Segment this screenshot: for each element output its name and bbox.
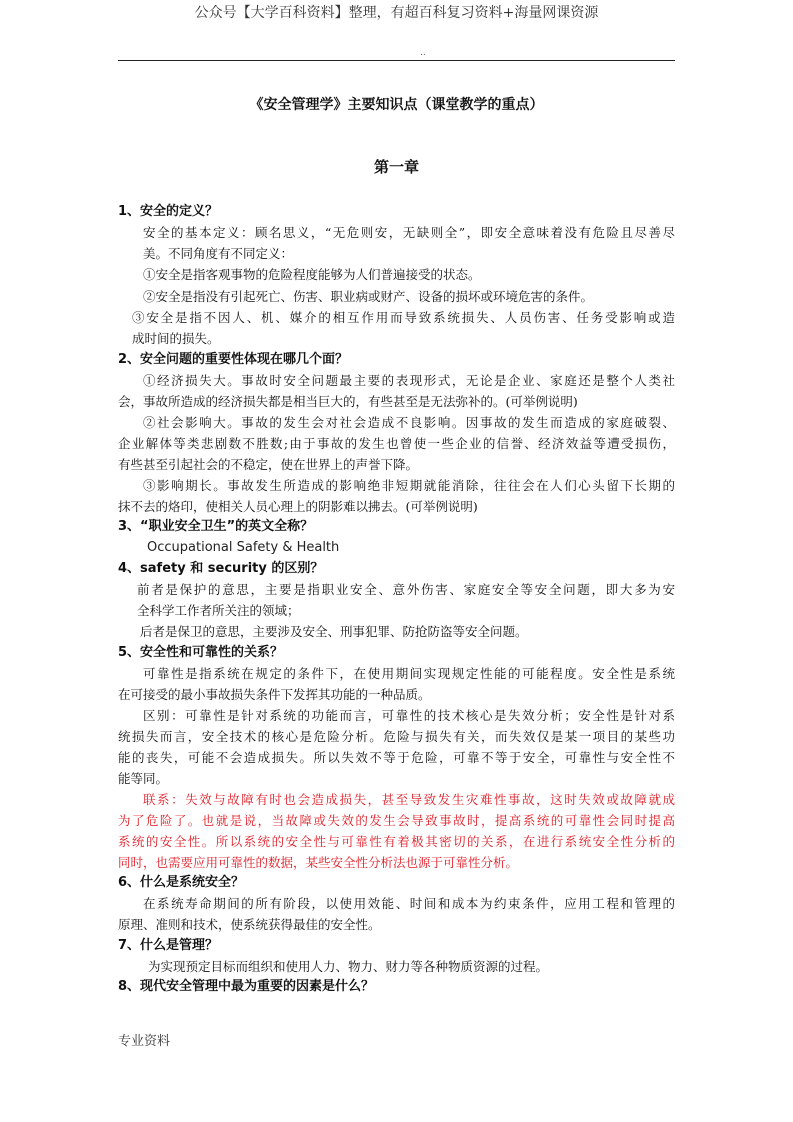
paragraph-line: 原理、准则和技术，使系统获得最佳的安全性。 — [118, 917, 381, 932]
paragraph-line: 后者是保卫的意思，主要涉及安全、刑事犯罪、防抢防盗等安全问题。 — [140, 624, 528, 639]
highlighted-line: 联系：失效与故障有时也会造成损失，甚至导致发生灾难性事故，这时失效或故障就成 — [143, 792, 675, 807]
paragraph-line: 前者是保护的意思，主要是指职业安全、意外伤害、家庭安全等安全问题，即大多为安 — [137, 582, 675, 597]
header-rule — [118, 60, 675, 61]
highlighted-line: 同时，也需要应用可靠性的数据，某些安全性分析法也源于可靠性分析。 — [118, 855, 519, 870]
question-heading: 2、安全问题的重要性体现在哪几个面？ — [118, 352, 349, 367]
paragraph-line: 可靠性是指系统在规定的条件下，在使用期间实现规定性能的可能程度。安全性是系统 — [143, 666, 675, 681]
paragraph-line: 抹不去的烙印，使相关人员心理上的阴影难以拂去。(可举例说明) — [118, 499, 478, 514]
highlighted-line: 为了危险了。也就是说，当故障或失效的发生会导致事故时，提高系统的可靠性会同时提高 — [118, 813, 675, 828]
paragraph-line: 全科学工作者所关注的领域； — [137, 603, 300, 618]
paragraph-line: 能等同。 — [118, 771, 169, 786]
paragraph-line: ③安全是指不因人、机、媒介的相互作用而导致系统损失、人员伤害、任务受影响或造 — [132, 310, 675, 325]
question-heading: 8、现代安全管理中最为重要的因素是什么？ — [118, 979, 375, 994]
paragraph-line: 在可接受的最小事故损失条件下发挥其功能的一种品质。 — [118, 687, 431, 702]
paragraph-line: ①经济损失大。事故时安全问题最主要的表现形式，无论是企业、家庭还是整个人类社 — [143, 373, 675, 388]
source-banner: 公众号【大学百科资料】整理，有超百科复习资料+海量网课资源 — [194, 5, 599, 21]
header-dots: .. — [420, 48, 426, 58]
paragraph-line: 会，事故所造成的经济损失都是相当巨大的，有些甚至是无法弥补的。(可举例说明) — [118, 394, 578, 409]
highlighted-line: 系统的安全性。所以系统的安全性与可靠性有着极其密切的关系，在进行系统安全性分析的 — [118, 834, 675, 849]
paragraph-line: ①安全是指客观事物的危险程度能够为人们普遍接受的状态。 — [143, 267, 481, 282]
paragraph-line: 区别：可靠性是针对系统的功能而言，可靠性的技术核心是失效分析；安全性是针对系 — [143, 708, 675, 723]
paragraph-line: 在系统寿命期间的所有阶段，以使用效能、时间和成本为约束条件，应用工程和管理的 — [143, 896, 675, 911]
question-heading: 3、“职业安全卫生”的英文全称？ — [118, 519, 314, 534]
chapter-heading: 第一章 — [373, 158, 419, 176]
question-heading: 7、什么是管理？ — [118, 938, 219, 953]
question-heading: 4、safety 和 security 的区别？ — [118, 561, 324, 576]
paragraph-line: 安全的基本定义：顾名思义，“无危则安，无缺则全”，即安全意味着没有危险且尽善尽 — [143, 225, 675, 240]
paragraph-line: 成时间的损失。 — [132, 331, 220, 346]
paragraph-line: 为实现预定目标而组织和使用人力、物力、财力等各种物质资源的过程。 — [148, 959, 549, 974]
question-heading: 1、安全的定义？ — [118, 204, 219, 219]
page-footer: 专业资料 — [118, 1034, 171, 1049]
english-term: Occupational Safety & Health — [147, 540, 340, 555]
paragraph-line: ②安全是指没有引起死亡、伤害、职业病或财产、设备的损坏或环境危害的条件。 — [143, 289, 594, 304]
paragraph-line: 能的丧失，可能不会造成损失。所以失效不等于危险，可靠不等于安全，可靠性与安全性不 — [118, 750, 675, 765]
paragraph-line: 统损失而言，安全技术的核心是危险分析。危险与损失有关，而失效仅是某一项目的某些功 — [118, 729, 675, 744]
paragraph-line: ③影响期长。事故发生所造成的影响绝非短期就能消除，往往会在人们心头留下长期的 — [143, 478, 675, 493]
question-heading: 6、什么是系统安全？ — [118, 875, 245, 890]
question-heading: 5、安全性和可靠性的关系？ — [118, 645, 284, 660]
document-title: 《安全管理学》主要知识点（课堂教学的重点） — [249, 97, 544, 113]
paragraph-line: 有些甚至引起社会的不稳定，使在世界上的声誉下降。 — [118, 457, 419, 472]
paragraph-line: ②社会影响大。事故的发生会对社会造成不良影响。因事故的发生而造成的家庭破裂、 — [143, 415, 675, 430]
paragraph-line: 美。不同角度有不同定义： — [143, 246, 294, 261]
paragraph-line: 企业解体等类悲剧数不胜数;由于事故的发生也曾使一些企业的信誉、经济效益等遭受损伤， — [118, 436, 675, 451]
